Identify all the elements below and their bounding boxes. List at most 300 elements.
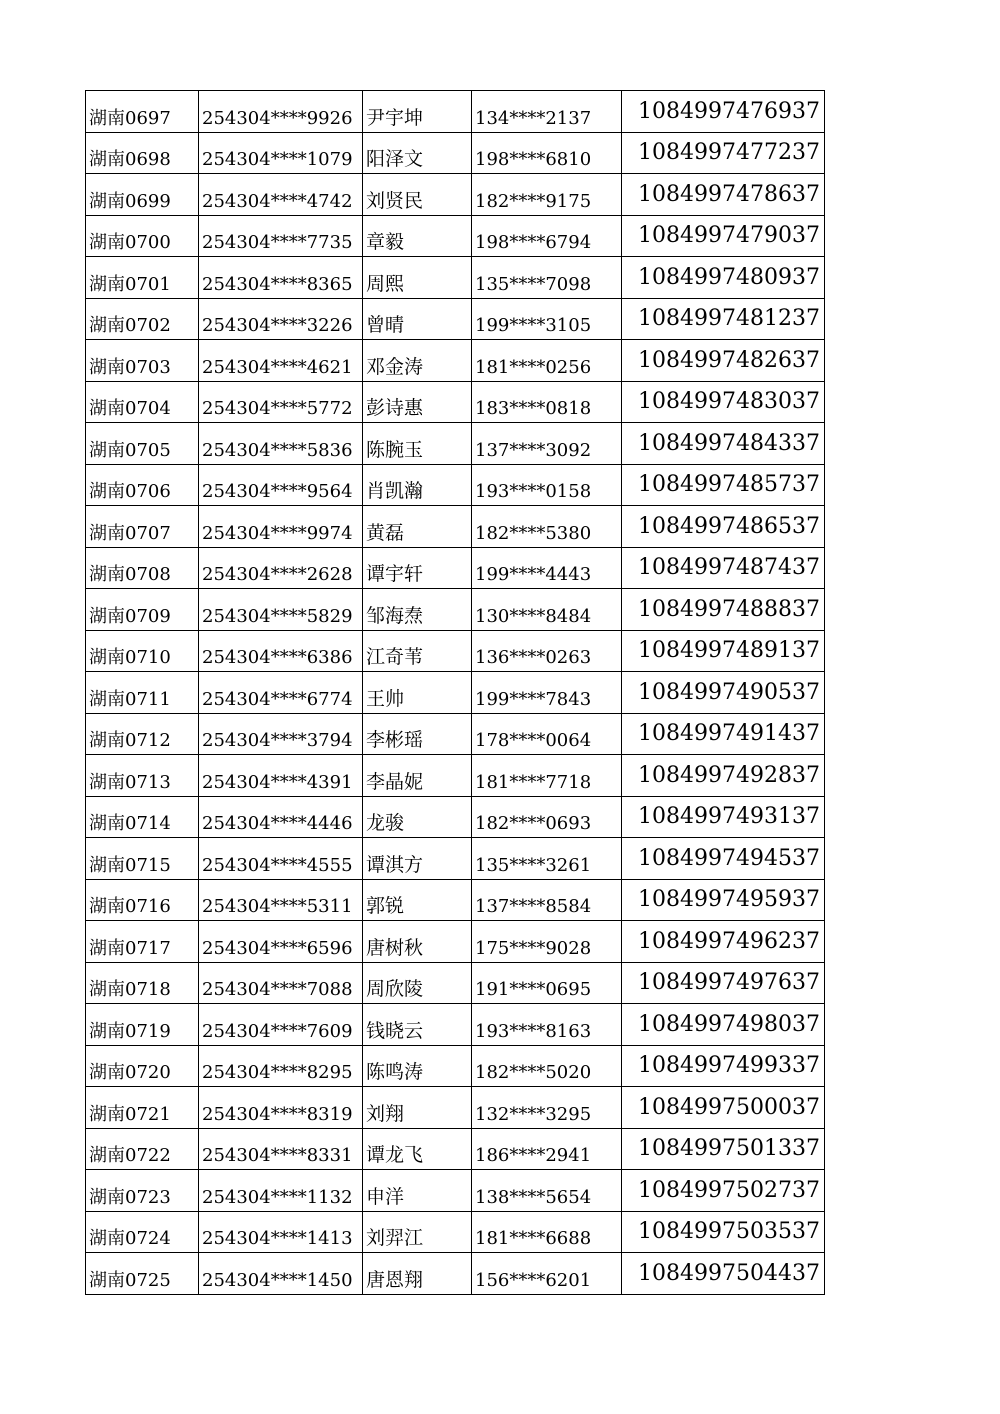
id-number-cell-text: 254304****1132 bbox=[202, 1186, 353, 1208]
name-cell-text: 周欣陵 bbox=[366, 978, 424, 1000]
phone-cell-text: 182****9175 bbox=[475, 190, 592, 212]
code-cell bbox=[86, 464, 199, 506]
tracking-number-cell bbox=[622, 132, 825, 174]
phone-cell-text: 135****7098 bbox=[475, 273, 592, 295]
code-cell bbox=[86, 672, 199, 714]
phone-cell bbox=[472, 215, 622, 257]
table-row bbox=[86, 1170, 825, 1212]
code-cell bbox=[86, 1087, 199, 1129]
code-cell-text: 湖南0725 bbox=[89, 1269, 171, 1291]
phone-cell bbox=[472, 506, 622, 548]
name-cell-text: 申洋 bbox=[366, 1185, 405, 1208]
code-cell bbox=[86, 215, 199, 257]
id-number-cell-text: 254304****8295 bbox=[202, 1062, 353, 1083]
code-cell bbox=[86, 1004, 199, 1046]
tracking-number-cell bbox=[622, 1211, 825, 1253]
name-cell-text: 郭锐 bbox=[366, 895, 405, 917]
code-cell bbox=[86, 1253, 199, 1295]
table-row bbox=[86, 1253, 825, 1295]
code-cell-text: 湖南0711 bbox=[89, 688, 171, 710]
name-cell-text: 阳泽文 bbox=[366, 148, 424, 170]
id-number-cell-text: 254304****7735 bbox=[202, 232, 353, 253]
code-cell bbox=[86, 340, 199, 382]
name-cell bbox=[363, 1087, 472, 1129]
table-row bbox=[86, 464, 825, 506]
tracking-number-cell-text: 1084997490537 bbox=[638, 679, 820, 705]
code-cell bbox=[86, 713, 199, 755]
table-row bbox=[86, 381, 825, 423]
phone-cell bbox=[472, 257, 622, 299]
phone-cell-text: 134****2137 bbox=[475, 107, 592, 129]
phone-cell bbox=[472, 838, 622, 880]
table-row bbox=[86, 1211, 825, 1253]
code-cell-text: 湖南0713 bbox=[89, 771, 171, 793]
tracking-number-cell bbox=[622, 1253, 825, 1295]
name-cell-text: 谭龙飞 bbox=[366, 1144, 424, 1166]
phone-cell-text: 136****0263 bbox=[475, 647, 592, 668]
id-number-cell-text: 254304****4555 bbox=[202, 854, 353, 876]
tracking-number-cell bbox=[622, 215, 825, 257]
id-number-cell bbox=[199, 879, 363, 921]
phone-cell bbox=[472, 381, 622, 423]
name-cell-text: 刘贤民 bbox=[366, 189, 424, 212]
name-cell bbox=[363, 132, 472, 174]
code-cell bbox=[86, 962, 199, 1004]
tracking-number-cell bbox=[622, 547, 825, 589]
tracking-number-cell bbox=[622, 796, 825, 838]
phone-cell bbox=[472, 423, 622, 465]
name-cell bbox=[363, 672, 472, 714]
tracking-number-cell-text: 1084997487437 bbox=[638, 555, 820, 580]
id-number-cell-text: 254304****9926 bbox=[202, 107, 353, 129]
code-cell bbox=[86, 1045, 199, 1087]
tracking-number-cell bbox=[622, 879, 825, 921]
name-cell bbox=[363, 423, 472, 465]
tracking-number-cell bbox=[622, 630, 825, 672]
tracking-number-cell-text: 1084997491437 bbox=[638, 721, 820, 746]
name-cell bbox=[363, 257, 472, 299]
id-number-cell bbox=[199, 672, 363, 714]
id-number-cell-text: 254304****7088 bbox=[202, 979, 353, 1000]
name-cell-text: 唐恩翔 bbox=[366, 1268, 424, 1291]
id-number-cell bbox=[199, 1211, 363, 1253]
id-number-cell bbox=[199, 215, 363, 257]
tracking-number-cell bbox=[622, 464, 825, 506]
name-cell-text: 曾晴 bbox=[366, 314, 405, 336]
name-cell-text: 陈腕玉 bbox=[366, 438, 424, 461]
code-cell bbox=[86, 257, 199, 299]
phone-cell-text: 135****3261 bbox=[475, 854, 592, 876]
tracking-number-cell-text: 1084997485737 bbox=[638, 472, 820, 497]
name-cell bbox=[363, 796, 472, 838]
code-cell bbox=[86, 381, 199, 423]
id-number-cell bbox=[199, 132, 363, 174]
name-cell bbox=[363, 713, 472, 755]
tracking-number-cell-text: 1084997497637 bbox=[638, 970, 820, 995]
tracking-number-cell-text: 1084997476937 bbox=[638, 98, 820, 124]
tracking-number-cell-text: 1084997482637 bbox=[638, 347, 820, 373]
code-cell-text: 湖南0697 bbox=[89, 107, 171, 129]
id-number-cell bbox=[199, 755, 363, 797]
code-cell-text: 湖南0706 bbox=[89, 481, 171, 502]
tracking-number-cell-text: 1084997501337 bbox=[638, 1136, 820, 1161]
tracking-number-cell bbox=[622, 838, 825, 880]
phone-cell-text: 199****3105 bbox=[475, 315, 592, 336]
name-cell bbox=[363, 921, 472, 963]
tracking-number-cell-text: 1084997494537 bbox=[638, 845, 820, 871]
id-number-cell-text: 254304****9974 bbox=[202, 522, 353, 544]
code-cell bbox=[86, 879, 199, 921]
tracking-number-cell bbox=[622, 298, 825, 340]
phone-cell bbox=[472, 630, 622, 672]
code-cell bbox=[86, 796, 199, 838]
name-cell bbox=[363, 381, 472, 423]
tracking-number-cell bbox=[622, 340, 825, 382]
id-number-cell bbox=[199, 1004, 363, 1046]
tracking-number-cell-text: 1084997492837 bbox=[638, 762, 820, 788]
id-number-cell bbox=[199, 423, 363, 465]
phone-cell-text: 137****8584 bbox=[475, 896, 592, 917]
code-cell-text: 湖南0698 bbox=[89, 149, 171, 170]
id-number-cell-text: 254304****5836 bbox=[202, 439, 353, 461]
code-cell-text: 湖南0716 bbox=[89, 896, 171, 917]
phone-cell bbox=[472, 796, 622, 838]
phone-cell-text: 191****0695 bbox=[475, 979, 592, 1000]
id-number-cell bbox=[199, 962, 363, 1004]
id-number-cell bbox=[199, 838, 363, 880]
phone-cell-text: 186****2941 bbox=[475, 1145, 592, 1166]
id-number-cell bbox=[199, 547, 363, 589]
phone-cell-text: 138****5654 bbox=[475, 1186, 592, 1208]
phone-cell bbox=[472, 713, 622, 755]
phone-cell bbox=[472, 1004, 622, 1046]
id-number-cell-text: 254304****9564 bbox=[202, 481, 353, 502]
tracking-number-cell-text: 1084997504437 bbox=[638, 1260, 820, 1286]
tracking-number-cell bbox=[622, 672, 825, 714]
code-cell-text: 湖南0712 bbox=[89, 730, 171, 751]
name-cell bbox=[363, 1128, 472, 1170]
name-cell bbox=[363, 340, 472, 382]
id-number-cell bbox=[199, 796, 363, 838]
id-number-cell-text: 254304****4621 bbox=[202, 356, 353, 378]
phone-cell bbox=[472, 1045, 622, 1087]
phone-cell-text: 181****0256 bbox=[475, 356, 592, 378]
id-number-cell bbox=[199, 91, 363, 133]
phone-cell-text: 137****3092 bbox=[475, 439, 592, 461]
id-number-cell-text: 254304****8365 bbox=[202, 273, 353, 295]
name-cell bbox=[363, 91, 472, 133]
id-number-cell bbox=[199, 1128, 363, 1170]
code-cell-text: 湖南0708 bbox=[89, 564, 171, 585]
table-row bbox=[86, 962, 825, 1004]
tracking-number-cell-text: 1084997489137 bbox=[638, 638, 820, 663]
name-cell-text: 谭宇轩 bbox=[366, 563, 424, 585]
tracking-number-cell bbox=[622, 423, 825, 465]
code-cell-text: 湖南0704 bbox=[89, 398, 171, 419]
name-cell bbox=[363, 755, 472, 797]
name-cell bbox=[363, 962, 472, 1004]
tracking-number-cell bbox=[622, 174, 825, 216]
id-number-cell-text: 254304****5311 bbox=[202, 896, 353, 917]
tracking-number-cell-text: 1084997499337 bbox=[638, 1053, 820, 1078]
table-row bbox=[86, 755, 825, 797]
tracking-number-cell-text: 1084997479037 bbox=[638, 223, 820, 248]
code-cell bbox=[86, 298, 199, 340]
code-cell bbox=[86, 132, 199, 174]
name-cell bbox=[363, 215, 472, 257]
code-cell bbox=[86, 1170, 199, 1212]
id-number-cell-text: 254304****3794 bbox=[202, 730, 353, 751]
phone-cell bbox=[472, 1087, 622, 1129]
name-cell bbox=[363, 464, 472, 506]
code-cell-text: 湖南0714 bbox=[89, 813, 171, 834]
data-table bbox=[85, 90, 825, 1295]
tracking-number-cell bbox=[622, 755, 825, 797]
tracking-number-cell-text: 1084997500037 bbox=[638, 1094, 820, 1120]
code-cell-text: 湖南0702 bbox=[89, 315, 171, 336]
table-row bbox=[86, 630, 825, 672]
code-cell-text: 湖南0705 bbox=[89, 439, 171, 461]
phone-cell-text: 198****6794 bbox=[475, 232, 592, 253]
name-cell bbox=[363, 506, 472, 548]
id-number-cell bbox=[199, 921, 363, 963]
id-number-cell bbox=[199, 630, 363, 672]
code-cell bbox=[86, 755, 199, 797]
code-cell bbox=[86, 921, 199, 963]
code-cell-text: 湖南0719 bbox=[89, 1020, 171, 1042]
name-cell-text: 谭淇方 bbox=[366, 853, 424, 876]
table-row bbox=[86, 672, 825, 714]
table-row bbox=[86, 423, 825, 465]
id-number-cell-text: 254304****8319 bbox=[202, 1103, 353, 1125]
table-row bbox=[86, 215, 825, 257]
phone-cell bbox=[472, 174, 622, 216]
name-cell-text: 李彬瑶 bbox=[366, 729, 424, 751]
code-cell bbox=[86, 630, 199, 672]
phone-cell-text: 156****6201 bbox=[475, 1269, 592, 1291]
phone-cell bbox=[472, 879, 622, 921]
name-cell bbox=[363, 1211, 472, 1253]
phone-cell bbox=[472, 1128, 622, 1170]
tracking-number-cell-text: 1084997493137 bbox=[638, 804, 820, 829]
tracking-number-cell bbox=[622, 921, 825, 963]
code-cell bbox=[86, 506, 199, 548]
table-row bbox=[86, 879, 825, 921]
table-row bbox=[86, 174, 825, 216]
id-number-cell bbox=[199, 1045, 363, 1087]
tracking-number-cell bbox=[622, 1128, 825, 1170]
name-cell-text: 陈鸣涛 bbox=[366, 1061, 424, 1083]
code-cell-text: 湖南0720 bbox=[89, 1062, 171, 1083]
phone-cell bbox=[472, 91, 622, 133]
tracking-number-cell-text: 1084997495937 bbox=[638, 887, 820, 912]
code-cell-text: 湖南0722 bbox=[89, 1145, 171, 1166]
name-cell bbox=[363, 1045, 472, 1087]
code-cell-text: 湖南0699 bbox=[89, 190, 171, 212]
id-number-cell-text: 254304****3226 bbox=[202, 315, 353, 336]
name-cell-text: 周熙 bbox=[366, 272, 405, 295]
table-body bbox=[86, 91, 825, 1295]
phone-cell bbox=[472, 547, 622, 589]
name-cell-text: 彭诗惠 bbox=[366, 397, 424, 419]
phone-cell bbox=[472, 464, 622, 506]
code-cell bbox=[86, 1128, 199, 1170]
tracking-number-cell-text: 1084997488837 bbox=[638, 596, 820, 622]
table-row bbox=[86, 1128, 825, 1170]
table-row bbox=[86, 1045, 825, 1087]
tracking-number-cell-text: 1084997483037 bbox=[638, 389, 820, 414]
table-row bbox=[86, 713, 825, 755]
name-cell-text: 邓金涛 bbox=[366, 355, 424, 378]
code-cell-text: 湖南0703 bbox=[89, 356, 171, 378]
id-number-cell bbox=[199, 506, 363, 548]
table-row bbox=[86, 298, 825, 340]
id-number-cell bbox=[199, 381, 363, 423]
phone-cell bbox=[472, 672, 622, 714]
phone-cell-text: 182****5380 bbox=[475, 522, 592, 544]
phone-cell-text: 175****9028 bbox=[475, 937, 592, 959]
tracking-number-cell-text: 1084997478637 bbox=[638, 181, 820, 207]
id-number-cell-text: 254304****4742 bbox=[202, 190, 353, 212]
phone-cell bbox=[472, 589, 622, 631]
phone-cell-text: 193****0158 bbox=[475, 481, 592, 502]
id-number-cell-text: 254304****6774 bbox=[202, 688, 353, 710]
name-cell bbox=[363, 1170, 472, 1212]
code-cell-text: 湖南0724 bbox=[89, 1228, 171, 1249]
tracking-number-cell bbox=[622, 257, 825, 299]
phone-cell-text: 132****3295 bbox=[475, 1103, 592, 1125]
name-cell-text: 王帅 bbox=[366, 687, 405, 710]
tracking-number-cell bbox=[622, 506, 825, 548]
tracking-number-cell-text: 1084997481237 bbox=[638, 306, 820, 331]
name-cell bbox=[363, 630, 472, 672]
code-cell bbox=[86, 1211, 199, 1253]
code-cell-text: 湖南0721 bbox=[89, 1103, 171, 1125]
tracking-number-cell bbox=[622, 713, 825, 755]
phone-cell-text: 198****6810 bbox=[475, 149, 592, 170]
phone-cell bbox=[472, 1211, 622, 1253]
name-cell-text: 刘羿江 bbox=[366, 1227, 424, 1249]
id-number-cell bbox=[199, 1087, 363, 1129]
code-cell-text: 湖南0718 bbox=[89, 979, 171, 1000]
name-cell bbox=[363, 1004, 472, 1046]
id-number-cell-text: 254304****1413 bbox=[202, 1228, 353, 1249]
id-number-cell-text: 254304****6386 bbox=[202, 647, 353, 668]
name-cell-text: 尹宇坤 bbox=[366, 106, 424, 129]
tracking-number-cell bbox=[622, 1087, 825, 1129]
phone-cell-text: 182****0693 bbox=[475, 813, 592, 834]
name-cell-text: 章毅 bbox=[366, 231, 405, 253]
id-number-cell-text: 254304****4391 bbox=[202, 771, 353, 793]
phone-cell bbox=[472, 1170, 622, 1212]
table-row bbox=[86, 1004, 825, 1046]
code-cell-text: 湖南0717 bbox=[89, 937, 171, 959]
phone-cell bbox=[472, 298, 622, 340]
tracking-number-cell-text: 1084997477237 bbox=[638, 140, 820, 165]
name-cell bbox=[363, 174, 472, 216]
id-number-cell-text: 254304****1450 bbox=[202, 1269, 353, 1291]
code-cell bbox=[86, 589, 199, 631]
table-row bbox=[86, 340, 825, 382]
name-cell-text: 李晶妮 bbox=[366, 770, 424, 793]
table-row bbox=[86, 506, 825, 548]
id-number-cell bbox=[199, 589, 363, 631]
phone-cell-text: 199****4443 bbox=[475, 564, 592, 585]
tracking-number-cell-text: 1084997496237 bbox=[638, 928, 820, 954]
table-row bbox=[86, 547, 825, 589]
name-cell-text: 江奇苇 bbox=[366, 646, 424, 668]
name-cell bbox=[363, 589, 472, 631]
name-cell-text: 邹海焘 bbox=[366, 604, 424, 627]
name-cell-text: 肖凯瀚 bbox=[366, 480, 424, 502]
tracking-number-cell bbox=[622, 589, 825, 631]
code-cell bbox=[86, 423, 199, 465]
code-cell-text: 湖南0707 bbox=[89, 522, 171, 544]
id-number-cell bbox=[199, 174, 363, 216]
phone-cell bbox=[472, 132, 622, 174]
table-row bbox=[86, 91, 825, 133]
id-number-cell-text: 254304****6596 bbox=[202, 937, 353, 959]
phone-cell-text: 181****7718 bbox=[475, 771, 592, 793]
phone-cell bbox=[472, 962, 622, 1004]
phone-cell-text: 181****6688 bbox=[475, 1228, 592, 1249]
table-row bbox=[86, 921, 825, 963]
table-row bbox=[86, 132, 825, 174]
tracking-number-cell-text: 1084997498037 bbox=[638, 1011, 820, 1037]
id-number-cell bbox=[199, 298, 363, 340]
id-number-cell-text: 254304****7609 bbox=[202, 1020, 353, 1042]
name-cell-text: 刘翔 bbox=[366, 1102, 405, 1125]
tracking-number-cell bbox=[622, 381, 825, 423]
code-cell-text: 湖南0710 bbox=[89, 647, 171, 668]
id-number-cell-text: 254304****1079 bbox=[202, 149, 353, 170]
tracking-number-cell-text: 1084997484337 bbox=[638, 430, 820, 456]
id-number-cell bbox=[199, 713, 363, 755]
tracking-number-cell-text: 1084997486537 bbox=[638, 513, 820, 539]
phone-cell-text: 130****8484 bbox=[475, 605, 592, 627]
phone-cell bbox=[472, 921, 622, 963]
phone-cell bbox=[472, 1253, 622, 1295]
name-cell-text: 唐树秋 bbox=[366, 936, 424, 959]
phone-cell-text: 178****0064 bbox=[475, 730, 592, 751]
name-cell bbox=[363, 1253, 472, 1295]
id-number-cell bbox=[199, 464, 363, 506]
code-cell-text: 湖南0701 bbox=[89, 273, 171, 295]
id-number-cell-text: 254304****5772 bbox=[202, 398, 353, 419]
id-number-cell bbox=[199, 1170, 363, 1212]
phone-cell-text: 193****8163 bbox=[475, 1020, 592, 1042]
id-number-cell-text: 254304****5829 bbox=[202, 605, 353, 627]
code-cell-text: 湖南0723 bbox=[89, 1186, 171, 1208]
code-cell bbox=[86, 91, 199, 133]
name-cell-text: 龙骏 bbox=[366, 812, 405, 834]
tracking-number-cell bbox=[622, 1004, 825, 1046]
table-row bbox=[86, 838, 825, 880]
phone-cell-text: 182****5020 bbox=[475, 1062, 592, 1083]
tracking-number-cell bbox=[622, 91, 825, 133]
code-cell-text: 湖南0700 bbox=[89, 232, 171, 253]
code-cell-text: 湖南0709 bbox=[89, 605, 171, 627]
id-number-cell-text: 254304****8331 bbox=[202, 1145, 353, 1166]
id-number-cell-text: 254304****4446 bbox=[202, 813, 353, 834]
code-cell bbox=[86, 547, 199, 589]
id-number-cell bbox=[199, 257, 363, 299]
phone-cell-text: 199****7843 bbox=[475, 688, 592, 710]
tracking-number-cell bbox=[622, 1045, 825, 1087]
tracking-number-cell bbox=[622, 962, 825, 1004]
code-cell bbox=[86, 838, 199, 880]
name-cell-text: 钱晓云 bbox=[366, 1019, 424, 1042]
